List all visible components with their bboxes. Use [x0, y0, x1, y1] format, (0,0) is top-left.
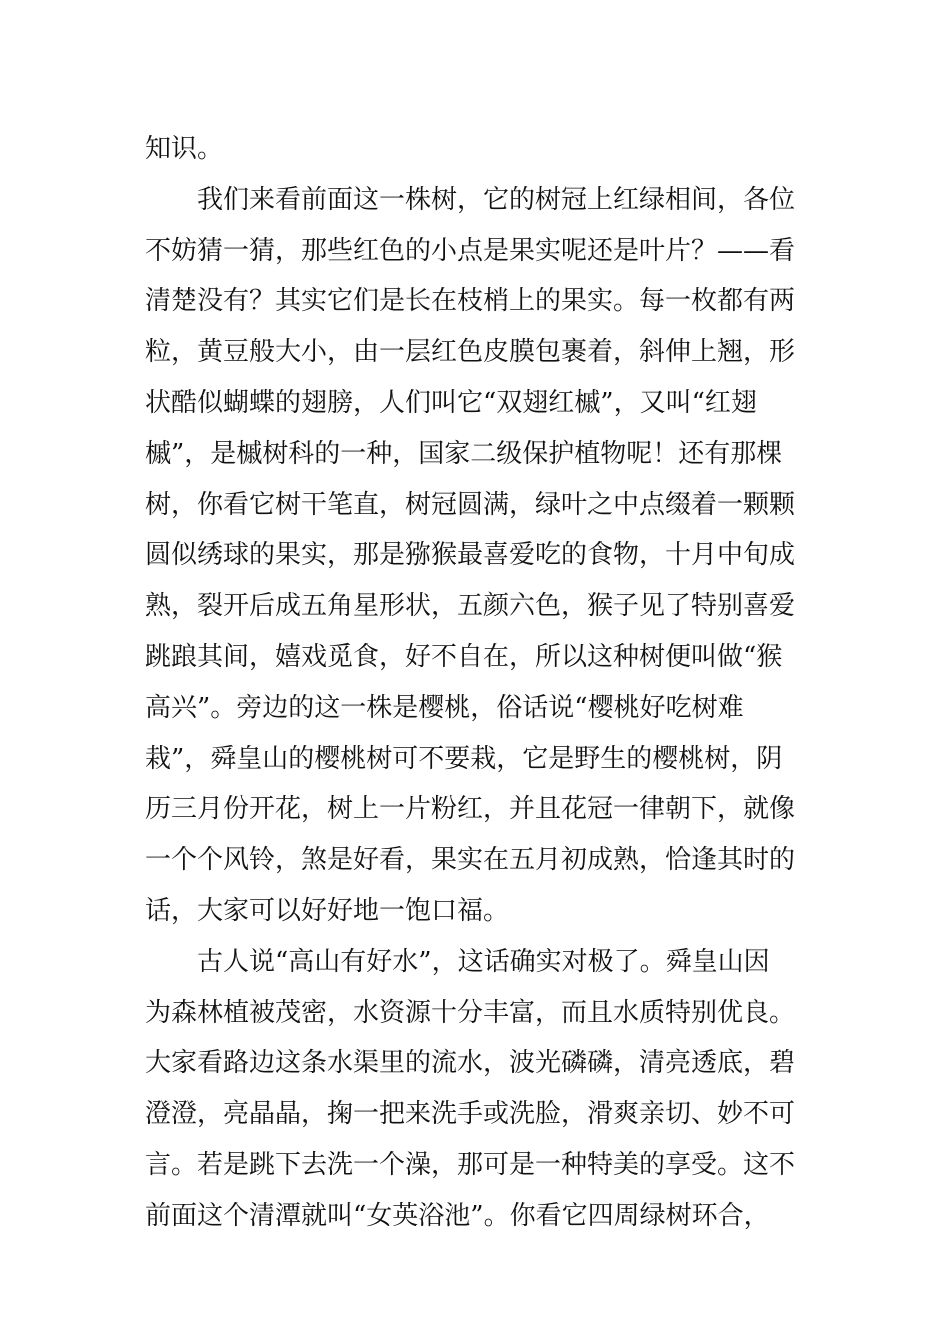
text-line: 澄澄，亮晶晶，掬一把来洗手或洗脸，滑爽亲切、妙不可 [145, 1099, 796, 1130]
text-line: 我们来看前面这一株树，它的树冠上红绿相间，各位 [197, 184, 796, 215]
text-line: 槭”，是槭树科的一种，国家二级保护植物呢！还有那棵 [145, 438, 783, 469]
text-line: 圆似绣球的果实，那是猕猴最喜爱吃的食物，十月中旬成 [145, 540, 796, 571]
text-line: 高兴”。旁边的这一株是樱桃，俗话说“樱桃好吃树难 [145, 692, 744, 723]
text-line: 不妨猜一猜，那些红色的小点是果实呢还是叶片？——看 [145, 235, 796, 266]
text-line: 栽”，舜皇山的樱桃树可不要栽，它是野生的樱桃树，阴 [145, 743, 783, 774]
text-line: 粒，黄豆般大小，由一层红色皮膜包裹着，斜伸上翘，形 [145, 337, 796, 368]
text-line: 跳踉其间，嬉戏觅食，好不自在，所以这种树便叫做“猴 [145, 641, 783, 672]
text-line: 话，大家可以好好地一饱口福。 [145, 895, 510, 926]
text-line: 古人说“高山有好水”，这话确实对极了。舜皇山因 [197, 946, 770, 977]
document-body [145, 124, 815, 1242]
text-line: 树，你看它树干笔直，树冠圆满，绿叶之中点缀着一颗颗 [145, 489, 796, 520]
text-line: 一个个风铃，煞是好看，果实在五月初成熟，恰逢其时的 [145, 845, 796, 876]
text-line: 历三月份开花，树上一片粉红，并且花冠一律朝下，就像 [145, 794, 796, 825]
text-line: 熟，裂开后成五角星形状，五颜六色，猴子见了特别喜爱 [145, 591, 796, 622]
text-line: 言。若是跳下去洗一个澡，那可是一种特美的享受。这不 [145, 1149, 796, 1180]
text-line: 大家看路边这条水渠里的流水，波光磷磷，清亮透底，碧 [145, 1048, 796, 1079]
text-line: 前面这个清潭就叫“女英浴池”。你看它四周绿树环合， [145, 1200, 770, 1231]
text-line: 状酷似蝴蝶的翅膀，人们叫它“双翅红槭”，又叫“红翅 [145, 387, 757, 418]
text-line: 为森林植被茂密，水资源十分丰富，而且水质特别优良。 [145, 997, 796, 1028]
text-line: 知识。 [145, 134, 224, 164]
text-line: 清楚没有？其实它们是长在枝梢上的果实。每一枚都有两 [145, 286, 796, 317]
